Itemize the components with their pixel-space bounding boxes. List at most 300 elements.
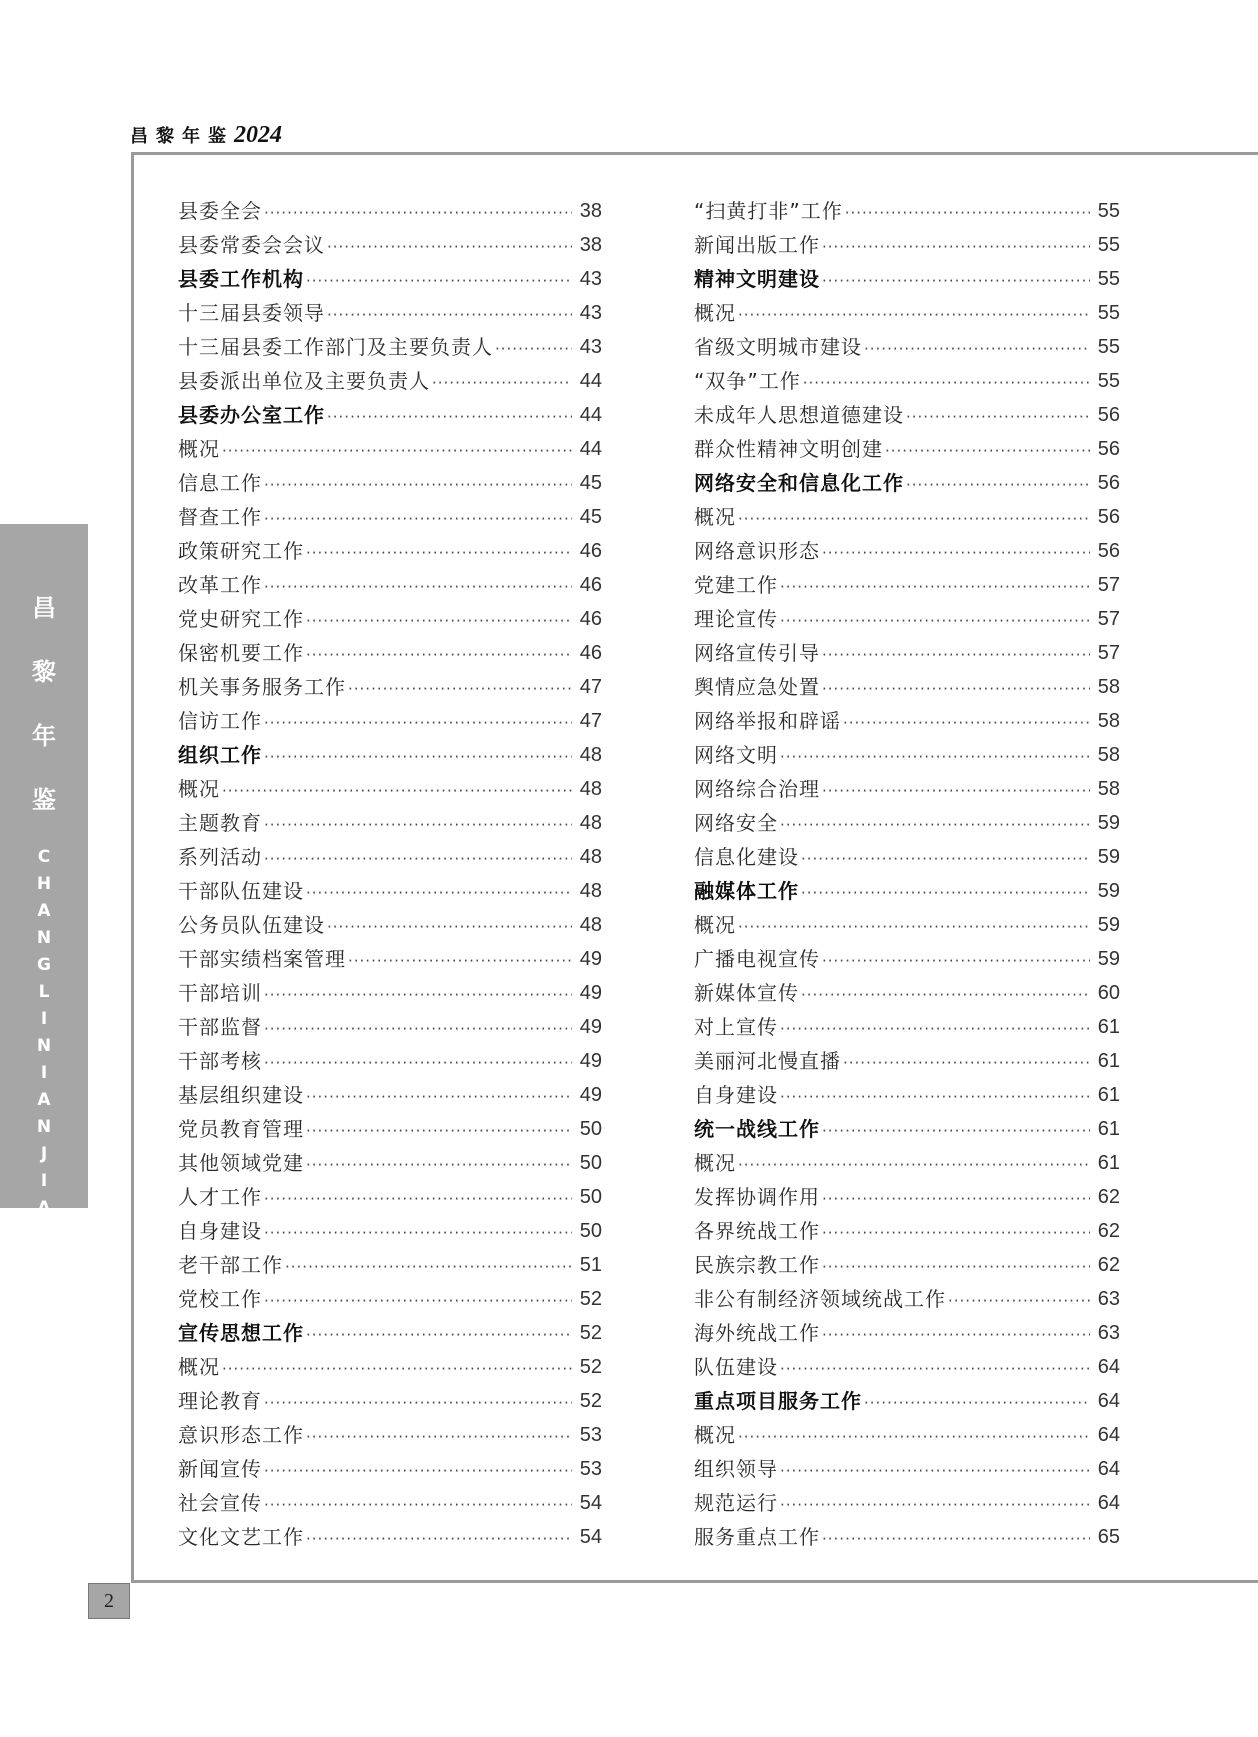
toc-entry-page: 60 <box>1097 982 1120 1004</box>
toc-entry[interactable] <box>694 398 1120 432</box>
toc-entry[interactable] <box>694 364 1120 398</box>
toc-entry-page: 51 <box>579 1254 602 1276</box>
dot-leader <box>822 1218 1090 1248</box>
toc-section-entry[interactable] <box>178 1316 602 1350</box>
dot-leader <box>264 1286 572 1316</box>
toc-entry-title: “双争”工作 <box>694 369 801 393</box>
toc-entry-title: 统一战线工作 <box>694 1117 820 1141</box>
dot-leader <box>822 674 1090 704</box>
toc-entry-page: 52 <box>579 1322 602 1344</box>
toc-entry-title: 机关事务服务工作 <box>178 675 346 699</box>
toc-right-column <box>694 194 1120 1554</box>
toc-entry-page: 57 <box>1097 642 1120 664</box>
toc-entry-page: 64 <box>1097 1390 1120 1412</box>
toc-entry-title: 县委工作机构 <box>178 267 304 291</box>
toc-entry-title: 保密机要工作 <box>178 641 304 665</box>
toc-entry-page: 49 <box>579 1050 602 1072</box>
toc-entry[interactable] <box>178 1248 602 1282</box>
toc-section-entry[interactable] <box>694 874 1120 908</box>
toc-entry-title: 组织工作 <box>178 743 262 767</box>
toc-entry-page: 54 <box>579 1526 602 1548</box>
dot-leader <box>780 810 1090 840</box>
toc-entry[interactable] <box>694 534 1120 568</box>
dot-leader <box>780 606 1090 636</box>
toc-entry-page: 55 <box>1097 234 1120 256</box>
side-tab-char: 昌 <box>32 593 56 622</box>
dot-leader <box>822 538 1090 568</box>
toc-entry-title: 公务员队伍建设 <box>178 913 325 937</box>
toc-entry-page: 38 <box>579 234 602 256</box>
toc-entry[interactable] <box>178 1384 602 1418</box>
toc-entry[interactable] <box>694 568 1120 602</box>
toc-entry[interactable] <box>178 670 602 704</box>
toc-entry-page: 45 <box>579 472 602 494</box>
toc-entry-title: 各界统战工作 <box>694 1219 820 1243</box>
dot-leader <box>222 436 572 466</box>
toc-entry[interactable] <box>178 500 602 534</box>
toc-entry[interactable] <box>694 1452 1120 1486</box>
pinyin-letter: I <box>40 1171 48 1191</box>
toc-entry[interactable] <box>694 772 1120 806</box>
toc-entry[interactable] <box>178 1418 602 1452</box>
toc-section-entry[interactable] <box>178 398 602 432</box>
toc-entry-page: 62 <box>1097 1220 1120 1242</box>
toc-entry-title: 党员教育管理 <box>178 1117 304 1141</box>
toc-entry-page: 53 <box>579 1424 602 1446</box>
toc-entry[interactable] <box>178 1282 602 1316</box>
toc-entry[interactable] <box>694 602 1120 636</box>
toc-entry-page: 63 <box>1097 1288 1120 1310</box>
dot-leader <box>306 1082 572 1112</box>
toc-entry-title: 非公有制经济领域统战工作 <box>694 1287 946 1311</box>
toc-section-entry[interactable] <box>694 1384 1120 1418</box>
side-tab-pinyin <box>0 844 88 1249</box>
pinyin-letter: G <box>37 955 51 975</box>
toc-entry-title: 自身建设 <box>178 1219 262 1243</box>
toc-entry-title: 督查工作 <box>178 505 262 529</box>
toc-entry-title: 其他领域党建 <box>178 1151 304 1175</box>
toc-entry-title: 宣传思想工作 <box>178 1321 304 1345</box>
dot-leader <box>864 1388 1090 1418</box>
toc-entry-page: 48 <box>579 778 602 800</box>
dot-leader <box>264 504 572 534</box>
toc-entry[interactable] <box>178 1486 602 1520</box>
toc-entry-title: 发挥协调作用 <box>694 1185 820 1209</box>
toc-entry-title: 社会宣传 <box>178 1491 262 1515</box>
dot-leader <box>822 1116 1090 1146</box>
dot-leader <box>264 1014 572 1044</box>
dot-leader <box>306 640 572 670</box>
dot-leader <box>306 878 572 908</box>
dot-leader <box>780 1456 1090 1486</box>
dot-leader <box>822 1524 1090 1554</box>
toc-entry[interactable] <box>178 1010 602 1044</box>
toc-entry[interactable] <box>694 1010 1120 1044</box>
dot-leader <box>306 1524 572 1554</box>
toc-entry-page: 49 <box>579 982 602 1004</box>
toc-entry[interactable] <box>694 1180 1120 1214</box>
toc-entry-page: 58 <box>1097 778 1120 800</box>
pinyin-letter: A <box>37 901 51 921</box>
toc-entry[interactable] <box>178 874 602 908</box>
toc-section-entry[interactable] <box>694 466 1120 500</box>
dot-leader <box>906 470 1090 500</box>
toc-entry[interactable] <box>178 568 602 602</box>
toc-entry-page: 57 <box>1097 574 1120 596</box>
toc-entry[interactable] <box>694 670 1120 704</box>
toc-entry-page: 56 <box>1097 404 1120 426</box>
toc-entry[interactable] <box>178 1214 602 1248</box>
toc-entry-page: 59 <box>1097 880 1120 902</box>
dot-leader <box>822 946 1090 976</box>
toc-entry-title: 概况 <box>694 505 736 529</box>
toc-entry[interactable] <box>178 432 602 466</box>
dot-leader <box>801 844 1090 874</box>
toc-entry-page: 50 <box>579 1118 602 1140</box>
toc-entry[interactable] <box>178 636 602 670</box>
toc-entry-page: 62 <box>1097 1186 1120 1208</box>
book-title: 昌黎年鉴 <box>130 126 234 147</box>
toc-entry-page: 61 <box>1097 1084 1120 1106</box>
dot-leader <box>348 946 572 976</box>
toc-entry-page: 43 <box>579 268 602 290</box>
toc-entry[interactable] <box>178 1350 602 1384</box>
pinyin-letter: N <box>36 1225 52 1245</box>
dot-leader <box>822 266 1090 296</box>
toc-entry-page: 48 <box>579 846 602 868</box>
frame-top-rule <box>131 152 1258 155</box>
toc-entry-page: 63 <box>1097 1322 1120 1344</box>
toc-entry-title: 信访工作 <box>178 709 262 733</box>
page-number: 2 <box>88 1583 130 1619</box>
toc-entry-page: 62 <box>1097 1254 1120 1276</box>
toc-section-entry[interactable] <box>178 262 602 296</box>
toc-entry-page: 48 <box>579 880 602 902</box>
toc-section-entry[interactable] <box>694 262 1120 296</box>
toc-entry[interactable] <box>694 296 1120 330</box>
toc-entry[interactable] <box>694 1146 1120 1180</box>
toc-entry-title: 新闻出版工作 <box>694 233 820 257</box>
toc-entry[interactable] <box>694 976 1120 1010</box>
toc-entry[interactable] <box>694 1248 1120 1282</box>
toc-entry[interactable] <box>694 500 1120 534</box>
dot-leader <box>885 436 1090 466</box>
dot-leader <box>822 232 1090 262</box>
toc-entry-title: 服务重点工作 <box>694 1525 820 1549</box>
toc-entry-title: 信息化建设 <box>694 845 799 869</box>
toc-entry-page: 64 <box>1097 1458 1120 1480</box>
toc-entry-page: 56 <box>1097 506 1120 528</box>
toc-entry[interactable] <box>694 908 1120 942</box>
pinyin-letter: I <box>40 1009 48 1029</box>
toc-entry-title: 县委办公室工作 <box>178 403 325 427</box>
dot-leader <box>264 980 572 1010</box>
dot-leader <box>432 368 572 398</box>
toc-entry-title: 干部实绩档案管理 <box>178 947 346 971</box>
dot-leader <box>738 912 1090 942</box>
toc-entry[interactable] <box>694 704 1120 738</box>
toc-entry-title: 对上宣传 <box>694 1015 778 1039</box>
toc-entry-title: 广播电视宣传 <box>694 947 820 971</box>
toc-entry-title: 人才工作 <box>178 1185 262 1209</box>
dot-leader <box>264 572 572 602</box>
toc-entry-page: 52 <box>579 1390 602 1412</box>
dot-leader <box>780 1354 1090 1384</box>
toc-entry[interactable] <box>178 364 602 398</box>
side-tab <box>0 524 88 1245</box>
toc-entry-page: 52 <box>579 1356 602 1378</box>
toc-entry-title: 主题教育 <box>178 811 262 835</box>
toc-entry[interactable] <box>178 1520 602 1554</box>
toc-entry-title: 新闻宣传 <box>178 1457 262 1481</box>
toc-entry-page: 38 <box>579 200 602 222</box>
pinyin-letter: N <box>36 1117 52 1137</box>
dot-leader <box>864 334 1090 364</box>
toc-entry-page: 45 <box>579 506 602 528</box>
toc-entry-title: 美丽河北慢直播 <box>694 1049 841 1073</box>
toc-entry[interactable] <box>694 738 1120 772</box>
toc-entry-title: 县委全会 <box>178 199 262 223</box>
dot-leader <box>264 1184 572 1214</box>
frame-bottom-rule <box>131 1580 1258 1583</box>
toc-entry-title: 干部队伍建设 <box>178 879 304 903</box>
toc-entry-page: 55 <box>1097 336 1120 358</box>
toc-entry[interactable] <box>178 1112 602 1146</box>
toc-entry-page: 59 <box>1097 846 1120 868</box>
pinyin-letter: H <box>36 874 52 894</box>
toc-entry[interactable] <box>178 976 602 1010</box>
toc-entry-title: 改革工作 <box>178 573 262 597</box>
dot-leader <box>738 1422 1090 1452</box>
toc-entry-title: 十三届县委工作部门及主要负责人 <box>178 335 493 359</box>
dot-leader <box>327 912 572 942</box>
toc-entry-title: 网络综合治理 <box>694 777 820 801</box>
toc-entry[interactable] <box>178 1180 602 1214</box>
dot-leader <box>843 1048 1090 1078</box>
toc-entry[interactable] <box>694 1078 1120 1112</box>
dot-leader <box>495 334 572 364</box>
toc-entry[interactable] <box>178 194 602 228</box>
toc-entry-title: 网络宣传引导 <box>694 641 820 665</box>
toc-entry[interactable] <box>694 1520 1120 1554</box>
toc-section-entry[interactable] <box>694 1112 1120 1146</box>
toc-entry-title: 网络文明 <box>694 743 778 767</box>
toc-entry-page: 43 <box>579 336 602 358</box>
pinyin-letter: A <box>37 1090 51 1110</box>
toc-entry[interactable] <box>694 840 1120 874</box>
book-year: 2024 <box>234 122 282 148</box>
toc-entry[interactable] <box>178 1078 602 1112</box>
toc-entry[interactable] <box>178 1044 602 1078</box>
toc-entry-title: 队伍建设 <box>694 1355 778 1379</box>
toc-entry-page: 46 <box>579 574 602 596</box>
dot-leader <box>264 708 572 738</box>
dot-leader <box>264 198 572 228</box>
dot-leader <box>822 776 1090 806</box>
toc-entry[interactable] <box>178 466 602 500</box>
toc-entry-page: 49 <box>579 1084 602 1106</box>
dot-leader <box>906 402 1090 432</box>
toc-entry-page: 52 <box>579 1288 602 1310</box>
toc-entry-title: 精神文明建设 <box>694 267 820 291</box>
toc-entry-page: 46 <box>579 540 602 562</box>
toc-entry-page: 64 <box>1097 1492 1120 1514</box>
dot-leader <box>327 232 572 262</box>
toc-entry-page: 61 <box>1097 1050 1120 1072</box>
toc-entry[interactable] <box>178 296 602 330</box>
toc-entry[interactable] <box>694 1316 1120 1350</box>
toc-entry-title: 概况 <box>694 1423 736 1447</box>
toc-entry-title: 理论宣传 <box>694 607 778 631</box>
toc-entry-page: 50 <box>579 1186 602 1208</box>
dot-leader <box>264 1388 572 1418</box>
toc-entry[interactable] <box>178 330 602 364</box>
toc-entry-title: 舆情应急处置 <box>694 675 820 699</box>
toc-entry-title: 老干部工作 <box>178 1253 283 1277</box>
toc-entry-page: 48 <box>579 744 602 766</box>
toc-entry-title: 信息工作 <box>178 471 262 495</box>
toc-entry[interactable] <box>178 908 602 942</box>
dot-leader <box>780 572 1090 602</box>
toc-entry[interactable] <box>178 942 602 976</box>
toc-entry[interactable] <box>694 1214 1120 1248</box>
toc-section-entry[interactable] <box>178 738 602 772</box>
toc-entry-page: 48 <box>579 812 602 834</box>
toc-entry-title: 概况 <box>694 913 736 937</box>
toc-entry-title: 系列活动 <box>178 845 262 869</box>
toc-entry-title: 意识形态工作 <box>178 1423 304 1447</box>
toc-entry[interactable] <box>178 704 602 738</box>
toc-entry[interactable] <box>694 1044 1120 1078</box>
toc-entry-title: 重点项目服务工作 <box>694 1389 862 1413</box>
toc-entry[interactable] <box>694 194 1120 228</box>
dot-leader <box>264 1456 572 1486</box>
toc-entry-title: 组织领导 <box>694 1457 778 1481</box>
side-tab-char: 鉴 <box>32 785 56 814</box>
toc-entry-page: 56 <box>1097 540 1120 562</box>
dot-leader <box>780 742 1090 772</box>
toc-entry-page: 58 <box>1097 676 1120 698</box>
dot-leader <box>264 1490 572 1520</box>
dot-leader <box>222 776 572 806</box>
dot-leader <box>843 708 1090 738</box>
dot-leader <box>306 266 572 296</box>
toc-entry-page: 44 <box>579 438 602 460</box>
dot-leader <box>306 606 572 636</box>
dot-leader <box>306 1422 572 1452</box>
toc-entry[interactable] <box>178 772 602 806</box>
toc-entry-page: 56 <box>1097 472 1120 494</box>
toc-entry-title: 网络安全 <box>694 811 778 835</box>
dot-leader <box>327 300 572 330</box>
toc-entry-title: 干部监督 <box>178 1015 262 1039</box>
dot-leader <box>264 810 572 840</box>
toc-entry[interactable] <box>694 432 1120 466</box>
toc-entry[interactable] <box>178 1452 602 1486</box>
toc-entry[interactable] <box>178 602 602 636</box>
toc-entry-page: 64 <box>1097 1424 1120 1446</box>
toc-entry-title: 网络举报和辟谣 <box>694 709 841 733</box>
toc-entry[interactable] <box>178 534 602 568</box>
dot-leader <box>264 844 572 874</box>
toc-left-column <box>178 194 602 1554</box>
toc-entry-page: 61 <box>1097 1152 1120 1174</box>
toc-entry[interactable] <box>694 1486 1120 1520</box>
toc-entry[interactable] <box>694 636 1120 670</box>
toc-entry-page: 59 <box>1097 812 1120 834</box>
toc-entry-page: 53 <box>579 1458 602 1480</box>
toc-entry[interactable] <box>694 806 1120 840</box>
toc-entry-page: 46 <box>579 642 602 664</box>
toc-entry-title: 网络意识形态 <box>694 539 820 563</box>
toc-entry-page: 55 <box>1097 302 1120 324</box>
toc-entry[interactable] <box>178 1146 602 1180</box>
dot-leader <box>327 402 572 432</box>
dot-leader <box>822 1320 1090 1350</box>
toc-entry-page: 55 <box>1097 370 1120 392</box>
side-tab-char: 黎 <box>32 657 56 686</box>
toc-entry[interactable] <box>178 806 602 840</box>
toc-entry[interactable] <box>178 228 602 262</box>
toc-entry-title: 文化文艺工作 <box>178 1525 304 1549</box>
toc-entry-title: 干部考核 <box>178 1049 262 1073</box>
toc-entry-page: 58 <box>1097 710 1120 732</box>
side-tab-char: 年 <box>32 721 56 750</box>
dot-leader <box>822 640 1090 670</box>
toc-entry-title: 政策研究工作 <box>178 539 304 563</box>
dot-leader <box>780 1082 1090 1112</box>
toc-entry-title: 网络安全和信息化工作 <box>694 471 904 495</box>
toc-entry-page: 57 <box>1097 608 1120 630</box>
toc-entry-page: 44 <box>579 370 602 392</box>
toc-entry[interactable] <box>694 942 1120 976</box>
toc-entry-title: 党校工作 <box>178 1287 262 1311</box>
toc-entry-title: 基层组织建设 <box>178 1083 304 1107</box>
toc-entry[interactable] <box>694 1282 1120 1316</box>
pinyin-letter: I <box>40 1063 48 1083</box>
frame-left-rule <box>131 152 134 1582</box>
toc-entry-page: 49 <box>579 948 602 970</box>
dot-leader <box>306 1320 572 1350</box>
toc-entry-title: 概况 <box>178 437 220 461</box>
toc-entry-page: 61 <box>1097 1118 1120 1140</box>
toc-entry-title: 概况 <box>694 1151 736 1175</box>
pinyin-letter: A <box>37 1198 51 1218</box>
pinyin-letter: J <box>40 1144 48 1164</box>
toc-entry-title: 海外统战工作 <box>694 1321 820 1345</box>
toc-entry[interactable] <box>694 1350 1120 1384</box>
toc-entry[interactable] <box>694 1418 1120 1452</box>
pinyin-letter: N <box>36 1036 52 1056</box>
dot-leader <box>822 1184 1090 1214</box>
dot-leader <box>264 470 572 500</box>
toc-entry-title: 自身建设 <box>694 1083 778 1107</box>
toc-entry-page: 54 <box>579 1492 602 1514</box>
pinyin-letter: N <box>36 928 52 948</box>
toc-entry[interactable] <box>694 228 1120 262</box>
toc-entry-title: 县委派出单位及主要负责人 <box>178 369 430 393</box>
dot-leader <box>780 1014 1090 1044</box>
toc-entry[interactable] <box>694 330 1120 364</box>
dot-leader <box>801 980 1090 1010</box>
toc-entry[interactable] <box>178 840 602 874</box>
toc-entry-page: 55 <box>1097 268 1120 290</box>
dot-leader <box>801 878 1090 908</box>
dot-leader <box>803 368 1090 398</box>
dot-leader <box>738 1150 1090 1180</box>
toc-entry-page: 58 <box>1097 744 1120 766</box>
toc-entry-title: 理论教育 <box>178 1389 262 1413</box>
